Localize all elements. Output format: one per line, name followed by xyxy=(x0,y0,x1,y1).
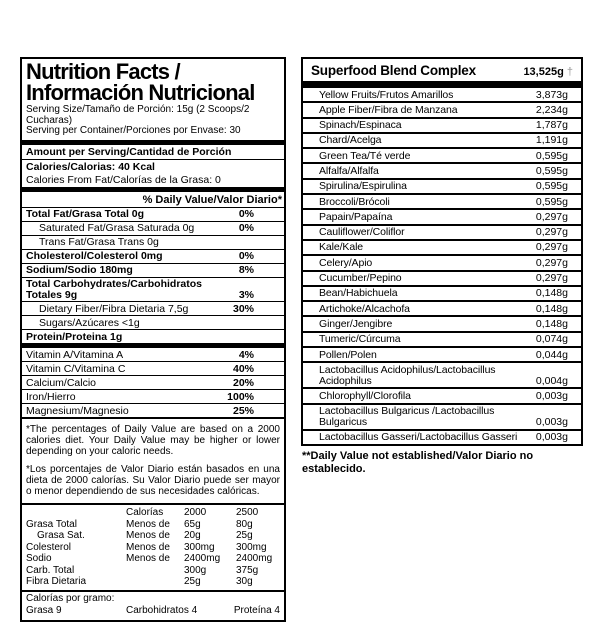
ingredient-amount: 0,003g xyxy=(535,431,568,444)
ingredient-row xyxy=(303,389,581,404)
reference-table-cell: Carb. Total xyxy=(26,564,75,576)
ingredient-name: Alfalfa/Alfalfa xyxy=(319,164,379,177)
ingredient-name: Spirulina/Espirulina xyxy=(319,180,407,193)
reference-table-cell: 375g xyxy=(236,564,259,576)
reference-table-row xyxy=(22,530,284,542)
ingredient-row xyxy=(303,431,581,444)
reference-table-cell: Grasa Sat. xyxy=(37,530,85,541)
calories-per-gram-carbs: Carbohidratos 4 xyxy=(126,604,198,616)
superfood-header xyxy=(303,59,581,81)
ingredient-row xyxy=(303,405,581,431)
ingredient-amount: 0,297g xyxy=(535,241,568,254)
ingredient-name: Kale/Kale xyxy=(319,241,364,254)
reference-table-header-cell: Calorías xyxy=(126,507,164,518)
ingredient-row xyxy=(303,88,581,103)
nutrient-label: Saturated Fat/Grasa Saturada 0g xyxy=(39,222,195,234)
ingredient-row xyxy=(303,272,581,287)
ingredient-amount: 2,234g xyxy=(535,103,568,116)
reference-table-header xyxy=(22,507,284,519)
ingredient-name: Broccoli/Brócoli xyxy=(319,195,390,208)
vitamin-daily-value: 40% xyxy=(232,362,254,375)
nutrition-facts-panel xyxy=(20,57,286,622)
ingredient-row xyxy=(303,103,581,118)
reference-table-cell: 20g xyxy=(184,530,201,541)
ingredient-name: Pollen/Polen xyxy=(319,348,377,361)
serving-size-text: Serving Size/Tamaño de Porción: 15g (2 Scoops/2 Cucharas) xyxy=(26,104,250,126)
ingredient-name: Spinach/Espinaca xyxy=(319,119,402,132)
superfood-blend-panel xyxy=(301,57,583,446)
ingredient-amount: 3,873g xyxy=(535,88,568,101)
superfood-total-amount xyxy=(523,66,573,78)
amount-per-serving-heading: Amount per Serving/Cantidad de Porción xyxy=(26,145,232,158)
vitamin-row xyxy=(22,390,284,404)
reference-table-header-cell: 2000 xyxy=(184,507,207,518)
daily-value-heading: % Daily Value/Valor Diario* xyxy=(22,192,284,208)
ingredient-name: Lactobacillus Bulgaricus /Lactobacillus Bulgaricus xyxy=(319,405,495,429)
nutrient-daily-value: 0% xyxy=(238,250,254,262)
ingredient-row xyxy=(303,363,581,389)
reference-table-cell: 30g xyxy=(236,576,253,587)
calories-per-gram-section xyxy=(22,592,284,620)
calories-per-gram-title: Calorías por gramo: xyxy=(26,592,115,604)
nutrient-daily-value: 8% xyxy=(238,264,254,276)
reference-table-cell: 25g xyxy=(184,576,201,587)
ingredient-name: Yellow Fruits/Frutos Amarillos xyxy=(319,88,454,101)
calories-from-fat-text: Calories From Fat/Calorías de la Grasa: 0 xyxy=(26,173,221,186)
ingredient-row xyxy=(303,134,581,149)
ingredient-row xyxy=(303,180,581,195)
vitamin-label: Iron/Hierro xyxy=(26,390,76,403)
ingredient-amount: 0,074g xyxy=(535,333,568,346)
reference-table-row xyxy=(22,542,284,554)
nutrient-row xyxy=(22,222,284,236)
nutrient-label: Total Carbohydrates/Carbohidratos Totales 9g xyxy=(26,278,202,301)
superfood-total-value: 13,525g xyxy=(523,66,564,78)
nutrient-daily-value: 3% xyxy=(238,288,254,301)
nutrient-daily-value: 0% xyxy=(238,222,254,234)
ingredient-amount: 0,595g xyxy=(535,180,568,193)
ingredient-amount: 0,148g xyxy=(535,287,568,300)
reference-table-cell: 80g xyxy=(236,518,253,530)
vitamin-label: Vitamin A/Vitamina A xyxy=(26,348,124,361)
reference-table-cell: Colesterol xyxy=(26,541,72,553)
vitamin-label: Calcium/Calcio xyxy=(26,376,97,389)
daily-value-not-established-footnote: **Daily Value not established/Valor Diario no establecido. xyxy=(302,450,534,476)
ingredient-amount: 0,148g xyxy=(535,317,568,330)
ingredient-row xyxy=(303,226,581,241)
ingredient-name: Green Tea/Té verde xyxy=(319,149,411,162)
reference-table-row xyxy=(22,519,284,531)
nutrient-row xyxy=(22,208,284,222)
nutrient-row xyxy=(22,330,284,343)
ingredient-amount: 0,003g xyxy=(535,389,568,402)
vitamin-daily-value: 4% xyxy=(238,348,254,361)
calories-per-gram-values xyxy=(26,605,280,617)
ingredient-amount: 0,003g xyxy=(535,416,568,429)
vitamin-daily-value: 100% xyxy=(227,390,254,403)
footnote-spanish: *Los porcentajes de Valor Diario están basados en una dieta de 2000 calorías. Su Valor Diario puede ser mayor o menor dependiendo de sus necesidades calóricas. xyxy=(26,464,280,497)
reference-table-cell: 65g xyxy=(184,518,201,530)
panel-title-line2: Información Nutricional xyxy=(26,79,255,105)
ingredient-row xyxy=(303,119,581,134)
nutrient-label: Dietary Fiber/Fibra Dietaria 7,5g xyxy=(39,302,189,315)
nutrient-label: Total Fat/Grasa Total 0g xyxy=(26,208,145,220)
reference-table-cell: Menos de xyxy=(126,541,170,553)
ingredient-row xyxy=(303,241,581,256)
ingredient-name: Tumeric/Cúrcuma xyxy=(319,333,401,346)
nutrients-list xyxy=(22,208,284,344)
calories-per-gram-fat: Grasa 9 xyxy=(26,604,62,616)
vitamin-daily-value: 25% xyxy=(232,404,254,417)
reference-table-cell: Menos de xyxy=(126,518,170,530)
nutrient-label: Protein/Proteina 1g xyxy=(26,330,123,343)
calories-text: Calories/Calorias: 40 Kcal xyxy=(26,160,155,173)
ingredient-name: Bean/Habichuela xyxy=(319,287,398,300)
nutrient-label: Sugars/Azúcares <1g xyxy=(39,316,140,329)
nutrient-row xyxy=(22,236,284,250)
ingredient-amount: 0,595g xyxy=(535,195,568,208)
ingredient-row xyxy=(303,149,581,164)
superfood-title: Superfood Blend Complex xyxy=(311,63,476,78)
ingredient-name: Chlorophyll/Clorofila xyxy=(319,389,411,402)
ingredient-name: Cucumber/Pepino xyxy=(319,272,402,285)
reference-table-cell: Menos de xyxy=(126,530,170,541)
reference-table-cell: Grasa Total xyxy=(26,518,77,530)
calories-per-gram-protein: Proteína 4 xyxy=(233,604,280,616)
ingredient-amount: 0,297g xyxy=(535,272,568,285)
servings-per-container-text: Serving per Container/Porciones por Envase: 30 xyxy=(26,125,241,136)
reference-table-row xyxy=(22,565,284,577)
vitamin-row xyxy=(22,376,284,390)
reference-table-header-cell: 2500 xyxy=(236,507,259,518)
ingredient-row xyxy=(303,164,581,179)
footnote-english: *The percentages of Daily Value are based on a 2000 calories diet. Your Daily Value may be higher or lower depending on your caloric needs. xyxy=(26,424,280,457)
reference-table-cell: Sodio xyxy=(26,553,52,564)
ingredient-row xyxy=(303,348,581,363)
ingredient-name: Celery/Apio xyxy=(319,256,373,269)
nutrient-label: Sodium/Sodio 180mg xyxy=(26,264,133,276)
nutrient-row xyxy=(22,250,284,264)
nutrient-row xyxy=(22,302,284,316)
vitamin-row xyxy=(22,348,284,362)
reference-table-cell: Menos de xyxy=(126,553,170,564)
ingredients-list xyxy=(303,88,581,444)
vitamin-row xyxy=(22,404,284,417)
nutrient-daily-value: 0% xyxy=(238,208,254,220)
nutrient-row xyxy=(22,316,284,330)
ingredient-row xyxy=(303,333,581,348)
ingredient-row xyxy=(303,302,581,317)
ingredient-name: Lactobacillus Gasseri/Lactobacillus Gasseri xyxy=(319,431,518,444)
ingredient-name: Ginger/Jengibre xyxy=(319,317,393,330)
reference-table-cell: 300mg xyxy=(184,541,215,553)
vitamins-list xyxy=(22,348,284,417)
ingredient-amount: 1,191g xyxy=(535,134,568,147)
reference-table-cell: 2400mg xyxy=(184,553,221,564)
vitamin-daily-value: 20% xyxy=(232,376,254,389)
nutrient-label: Cholesterol/Colesterol 0mg xyxy=(26,250,163,262)
nutrient-label: Trans Fat/Grasa Trans 0g xyxy=(39,236,159,248)
ingredient-amount: 0,595g xyxy=(535,164,568,177)
ingredient-row xyxy=(303,287,581,302)
reference-table-cell: 2400mg xyxy=(236,553,273,564)
vitamin-row xyxy=(22,362,284,376)
panel-title-line1: Nutrition Facts / xyxy=(26,59,180,84)
ingredient-row xyxy=(303,210,581,225)
nutrient-row xyxy=(22,264,284,278)
reference-table-cell xyxy=(126,565,184,577)
reference-table-row xyxy=(22,553,284,565)
ingredient-amount: 0,297g xyxy=(535,226,568,239)
reference-table-header-cell xyxy=(26,507,126,519)
ingredient-amount: 0,297g xyxy=(535,210,568,223)
reference-table-cell xyxy=(126,576,184,588)
reference-table-cell: 300g xyxy=(184,564,207,576)
ingredient-row xyxy=(303,256,581,271)
ingredient-amount: 0,004g xyxy=(535,374,568,387)
reference-table-row xyxy=(22,576,284,588)
nutrient-daily-value: 30% xyxy=(232,302,254,315)
ingredient-row xyxy=(303,317,581,332)
panel-title xyxy=(22,59,284,105)
ingredient-amount: 0,297g xyxy=(535,256,568,269)
ingredient-name: Papain/Papaína xyxy=(319,210,393,223)
reference-table-cell: 300mg xyxy=(236,541,267,553)
ingredient-amount: 0,148g xyxy=(535,302,568,315)
ingredient-amount: 0,044g xyxy=(535,348,568,361)
ingredient-amount: 1,787g xyxy=(535,119,568,132)
footnotes xyxy=(22,419,284,503)
reference-table-cell: 25g xyxy=(236,530,253,541)
ingredient-name: Chard/Acelga xyxy=(319,134,382,147)
nutrient-row xyxy=(22,278,284,303)
divider-bar xyxy=(303,81,581,88)
daily-reference-table xyxy=(22,505,284,590)
ingredient-row xyxy=(303,195,581,210)
superfood-column xyxy=(301,57,583,476)
vitamin-label: Magnesium/Magnesio xyxy=(26,404,129,417)
ingredient-name: Artichoke/Alcachofa xyxy=(319,302,410,315)
ingredient-amount: 0,595g xyxy=(535,149,568,162)
ingredient-name: Apple Fiber/Fibra de Manzana xyxy=(319,103,458,116)
vitamin-label: Vitamin C/Vitamina C xyxy=(26,362,126,375)
ingredient-name: Lactobacillus Acidophilus/Lactobacillus Acidophilus xyxy=(319,363,496,387)
reference-table-cell: Fibra Dietaria xyxy=(26,576,87,587)
dagger-symbol: † xyxy=(566,66,573,78)
ingredient-name: Cauliflower/Coliflor xyxy=(319,226,405,239)
